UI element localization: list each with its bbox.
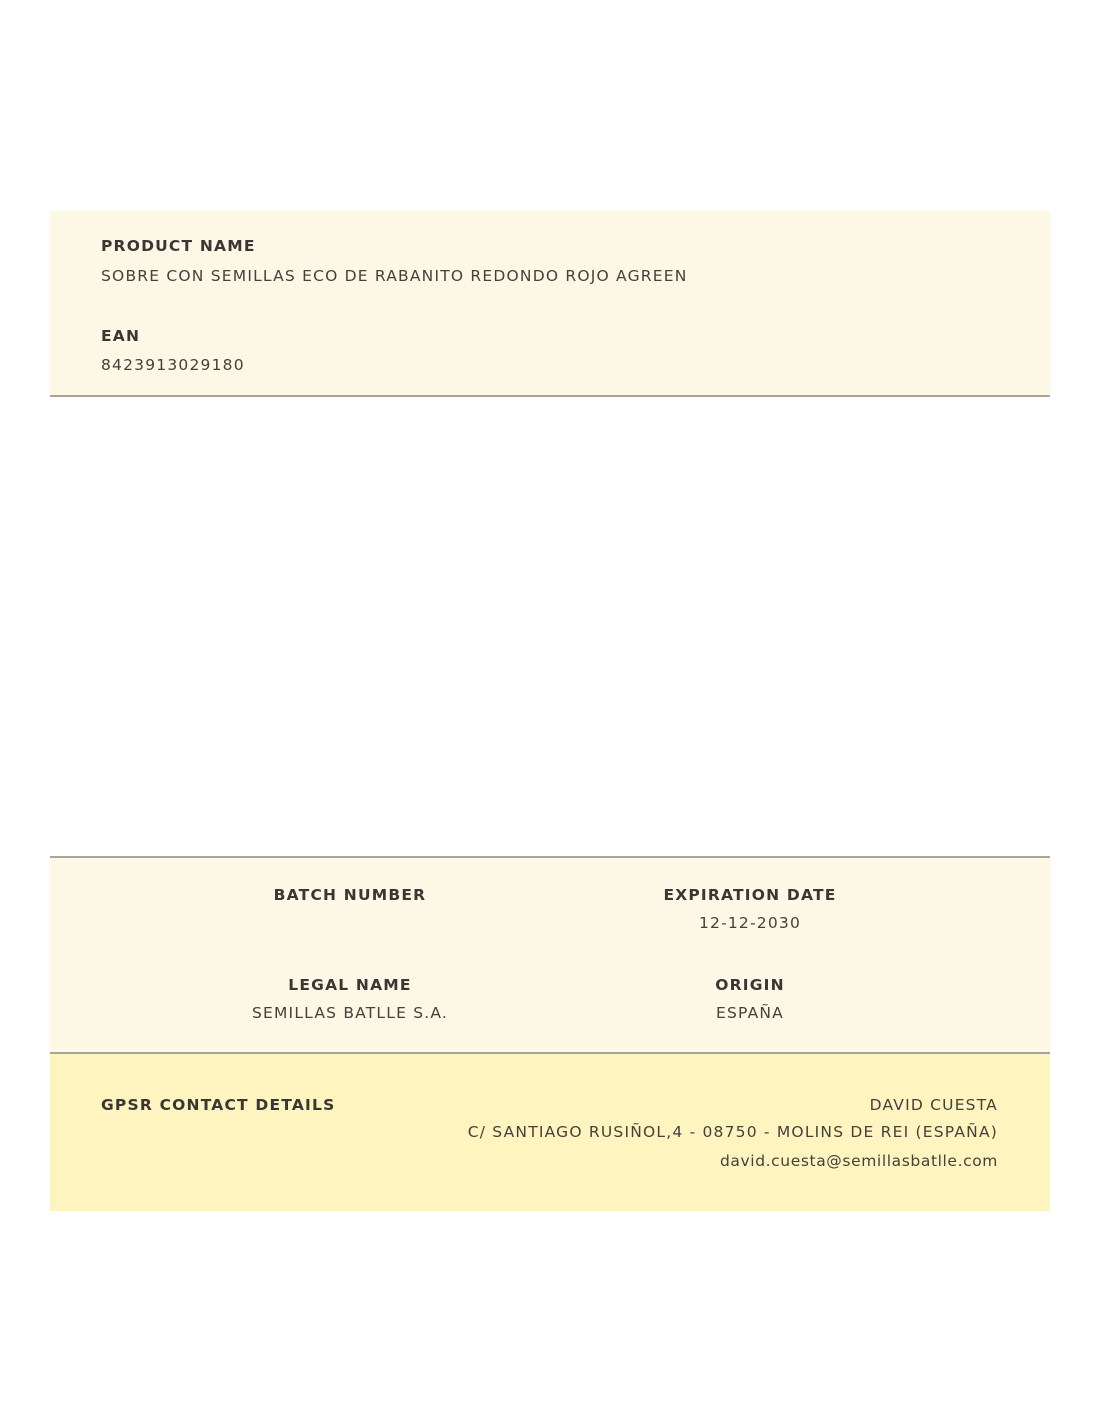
batch-number-block bbox=[150, 886, 550, 932]
origin-block bbox=[550, 976, 950, 1022]
product-name-value: SOBRE CON SEMILLAS ECO DE RABANITO REDONDO ROJO AGREEN bbox=[101, 267, 688, 285]
legal-name-value: SEMILLAS BATLLE S.A. bbox=[251, 1004, 449, 1022]
contact-name: DAVID CUESTA bbox=[869, 1096, 998, 1114]
gpsr-contact-label: GPSR CONTACT DETAILS bbox=[101, 1096, 336, 1114]
contact-email-link[interactable]: david.cuesta@semillasbatlle.com bbox=[719, 1152, 998, 1170]
ean-value: 8423913029180 bbox=[101, 356, 245, 374]
gpsr-contact-panel bbox=[50, 1054, 1050, 1211]
product-name-label: PRODUCT NAME bbox=[101, 237, 256, 255]
batch-number-value bbox=[150, 914, 550, 932]
ean-label: EAN bbox=[101, 327, 141, 345]
batch-number-label: BATCH NUMBER bbox=[273, 886, 427, 904]
origin-value: ESPAÑA bbox=[716, 1004, 784, 1022]
legal-name-block bbox=[150, 976, 550, 1022]
expiration-date-label: EXPIRATION DATE bbox=[663, 886, 837, 904]
product-info-panel bbox=[50, 211, 1050, 397]
expiration-date-block bbox=[550, 886, 950, 932]
origin-label: ORIGIN bbox=[715, 976, 785, 994]
legal-name-label: LEGAL NAME bbox=[288, 976, 412, 994]
expiration-date-value: 12-12-2030 bbox=[698, 914, 802, 932]
batch-details-panel bbox=[50, 856, 1050, 1054]
contact-address: C/ SANTIAGO RUSIÑOL,4 - 08750 - MOLINS DE REI (ESPAÑA) bbox=[467, 1123, 998, 1141]
